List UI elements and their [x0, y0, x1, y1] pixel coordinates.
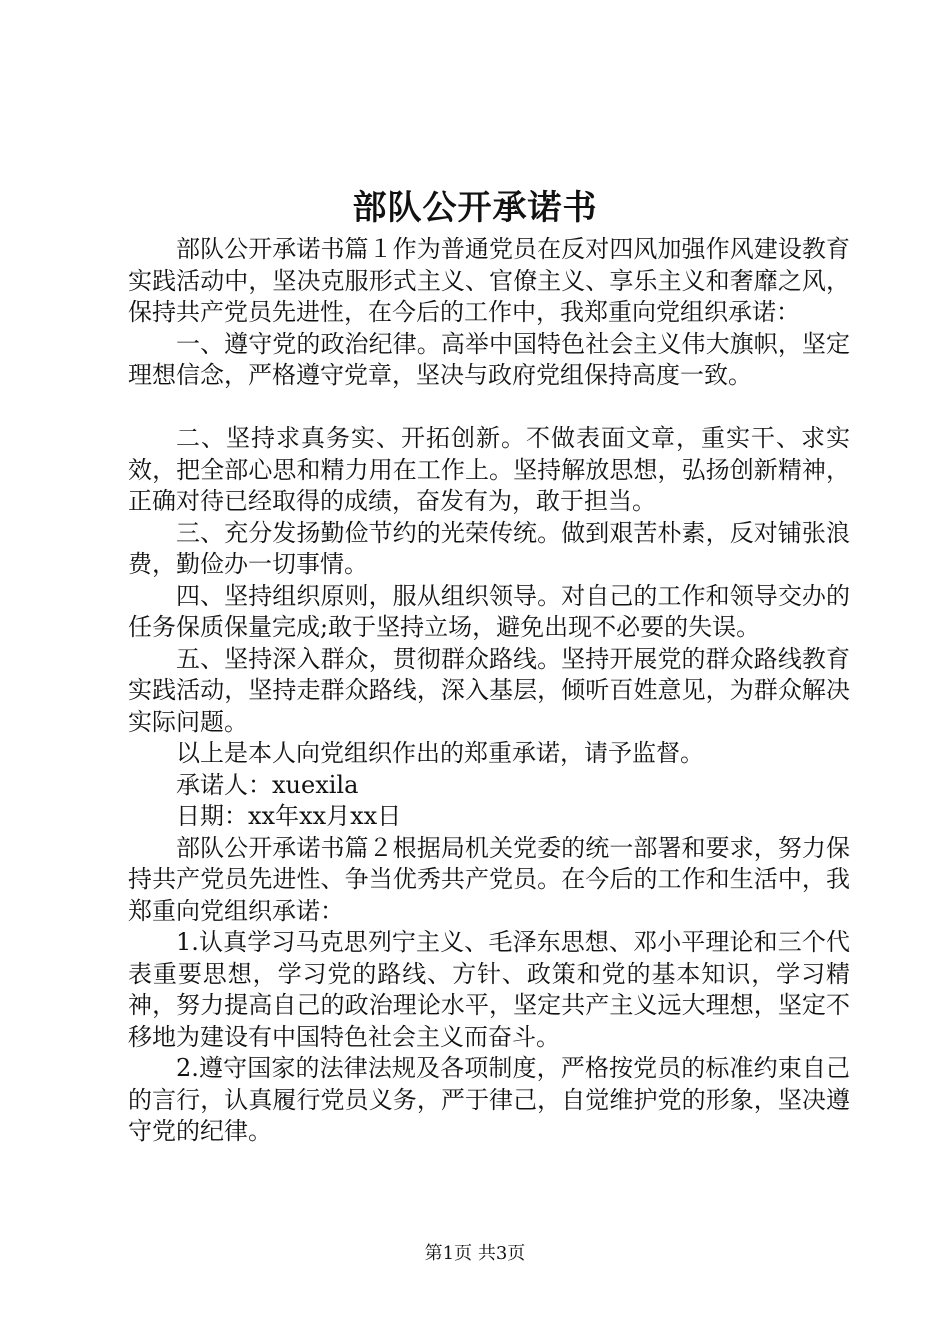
date-line: 日期：xx年xx月xx日 — [176, 802, 402, 830]
paragraph-4: 三、充分发扬勤俭节约的光荣传统。做到艰苦朴素，反对铺张浪费，勤俭办一切事情。 — [128, 518, 850, 578]
document-title: 部队公开承诺书 — [352, 188, 598, 228]
paragraph-1: 部队公开承诺书篇１作为普通党员在反对四风加强作风建设教育实践活动中，坚决克服形式主义、官僚主义、享乐主义和奢靡之风，保持共产党员先进性，在今后的工作中，我郑重向党组织承诺： — [128, 235, 850, 326]
paragraph-5: 四、坚持组织原则，服从组织领导。对自己的工作和领导交办的任务保质保量完成;敢于坚持立场，避免出现不必要的失误。 — [128, 581, 850, 641]
page-footer: 第1页 共3页 — [424, 1243, 526, 1264]
paragraph-6: 五、坚持深入群众，贯彻群众路线。坚持开展党的群众路线教育实践活动，坚持走群众路线，深入基层，倾听百姓意见，为群众解决实际问题。 — [128, 644, 850, 736]
paragraph-10: 部队公开承诺书篇２根据局机关党委的统一部署和要求，努力保持共产党员先进性、争当优秀共产党员。在今后的工作和生活中，我郑重向党组织承诺： — [128, 833, 850, 925]
paragraph-12: 2.遵守国家的法律法规及各项制度，严格按党员的标准约束自己的言行，认真履行党员义务，严于律己，自觉维护党的形象，坚决遵守党的纪律。 — [128, 1054, 850, 1145]
paragraph-11: 1.认真学习马克思列宁主义、毛泽东思想、邓小平理论和三个代表重要思想，学习党的路线、方针、政策和党的基本知识，学习精神，努力提高自己的政治理论水平，坚定共产主义远大理想，坚定不移地为建设有中国特色社会主义而奋斗。 — [128, 928, 850, 1051]
document-body — [128, 234, 850, 1148]
signatory-line: 承诺人：xuexila — [176, 770, 359, 799]
paragraph-3: 二、坚持求真务实、开拓创新。不做表面文章，重实干、求实效，把全部心思和精力用在工作上。坚持解放思想，弘扬创新精神，正确对待已经取得的成绩，奋发有为，敢于担当。 — [128, 424, 850, 515]
paragraph-7: 以上是本人向党组织作出的郑重承诺，请予监督。 — [176, 739, 704, 767]
paragraph-2: 一、遵守党的政治纪律。高举中国特色社会主义伟大旗帜，坚定理想信念，严格遵守党章，坚决与政府党组保持高度一致。 — [128, 329, 850, 389]
